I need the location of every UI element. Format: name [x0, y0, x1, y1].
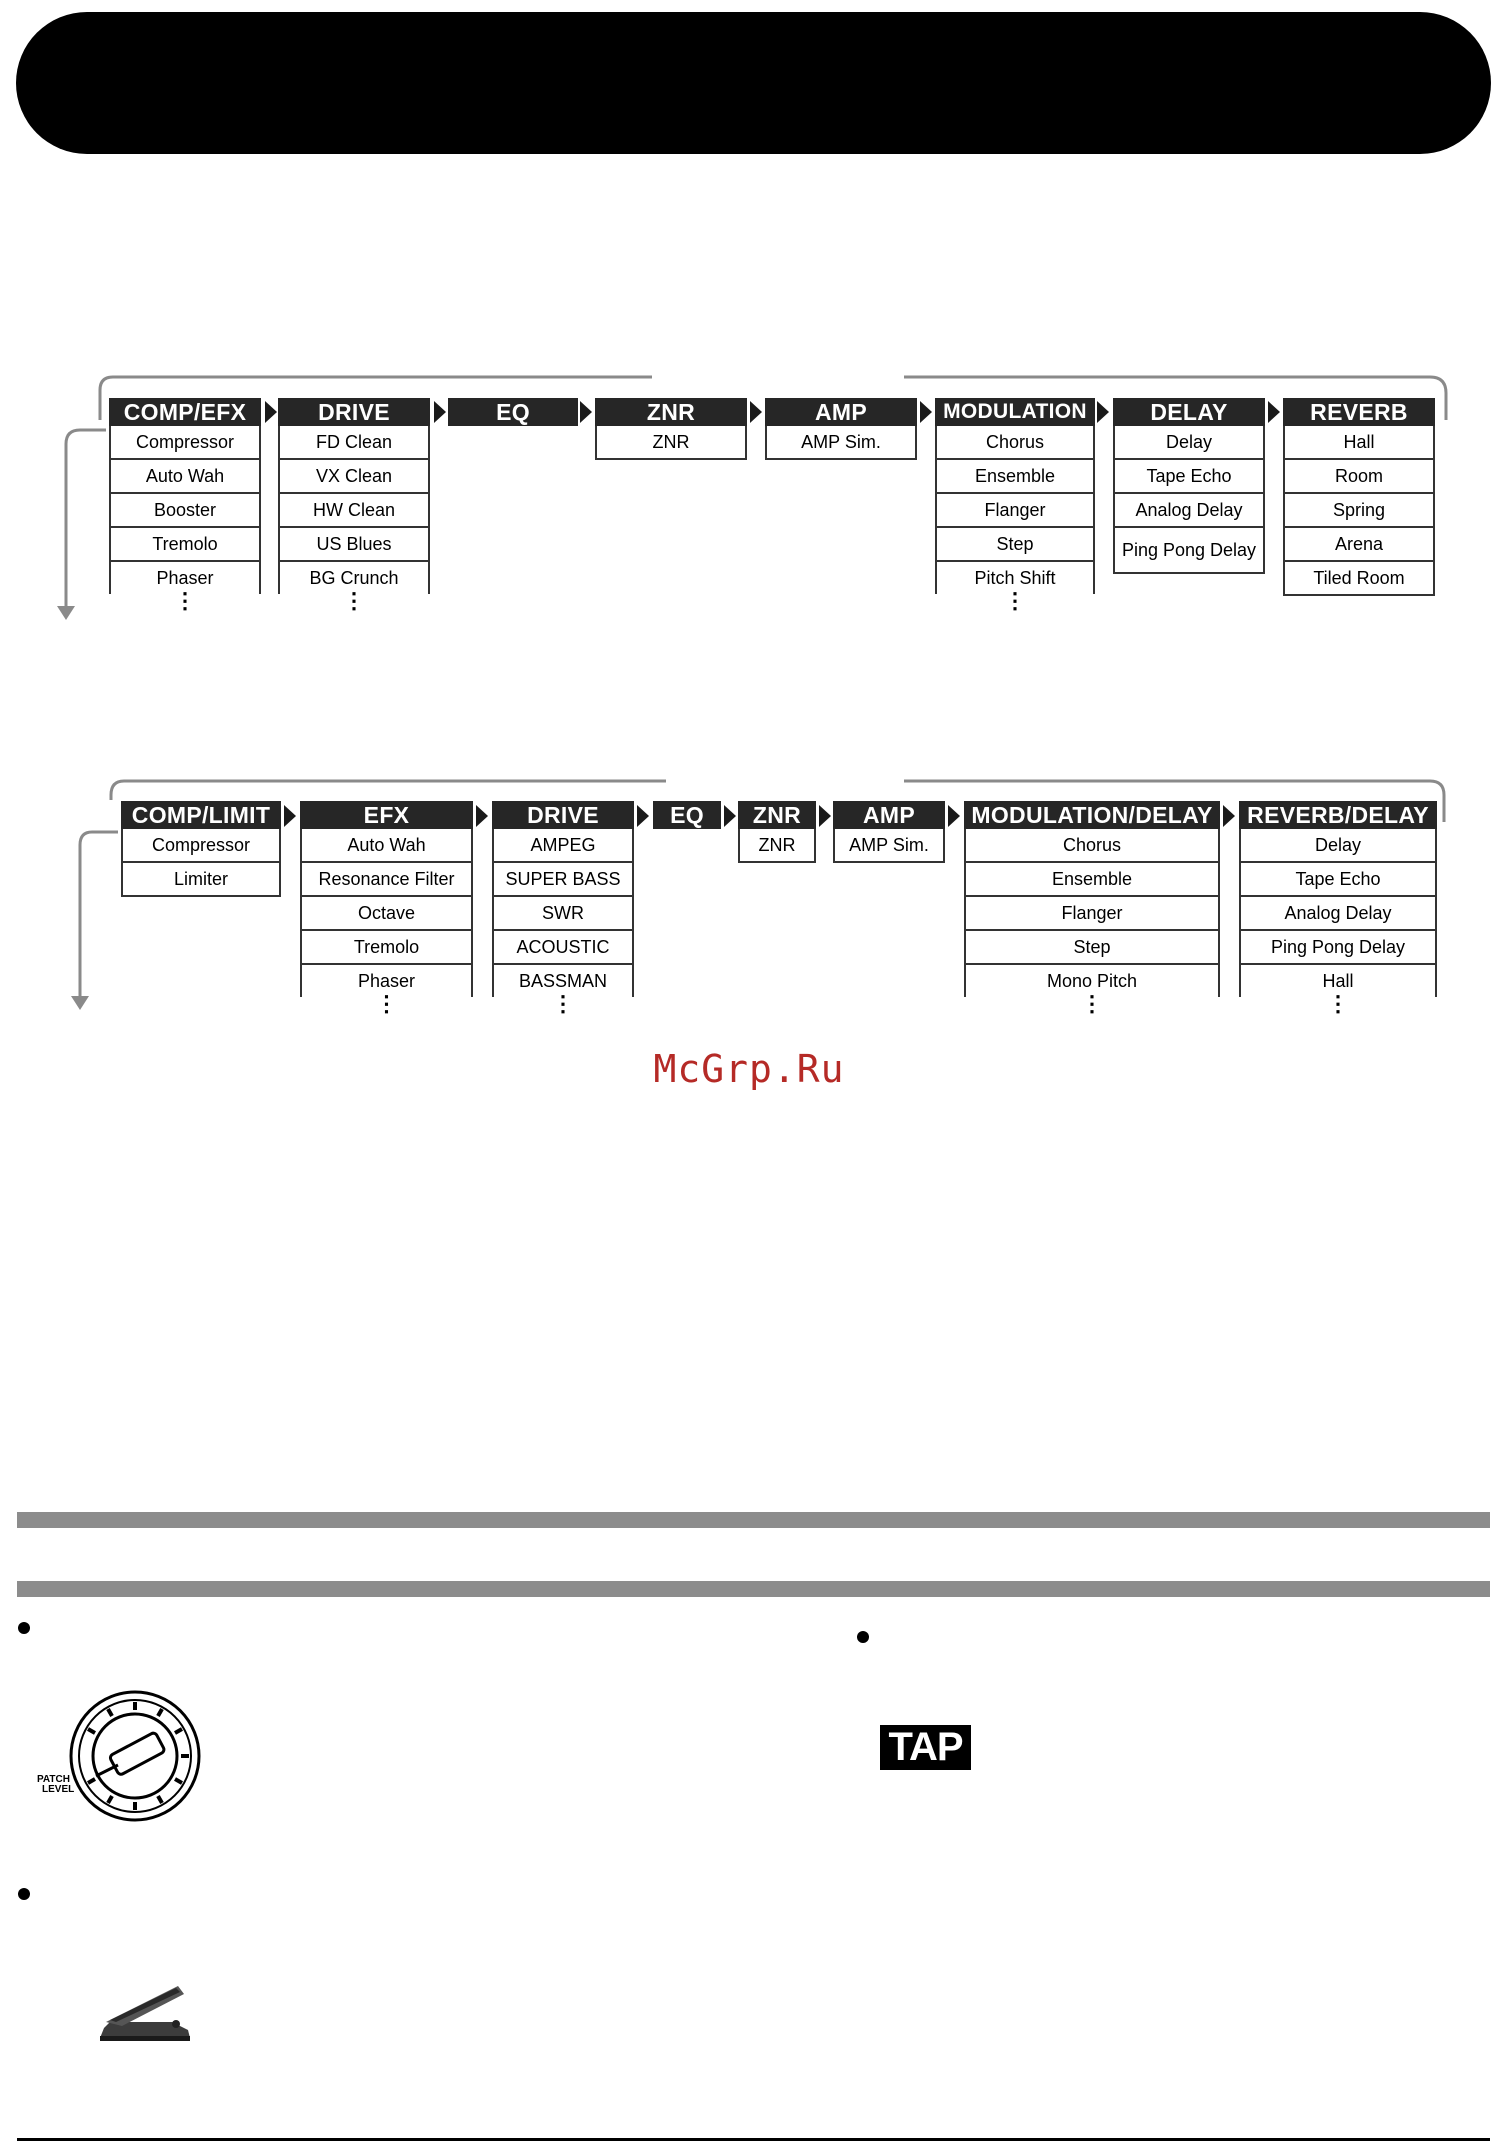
- module-header: DRIVE: [492, 801, 634, 829]
- arrow-icon: [920, 401, 932, 423]
- list-item: Tape Echo: [1239, 863, 1437, 897]
- more-indicator: ⋮: [1327, 991, 1349, 1016]
- list-item: Delay: [1113, 426, 1265, 460]
- list-item: Chorus: [964, 829, 1220, 863]
- list-item: ACOUSTIC: [492, 931, 634, 965]
- section-bar: [17, 1512, 1490, 1528]
- list-item: Hall: [1239, 965, 1437, 997]
- list-item: Room: [1283, 460, 1435, 494]
- module-reverb: [1283, 398, 1435, 596]
- module-header: AMP: [833, 801, 945, 829]
- bullet-icon: [857, 1631, 869, 1643]
- module-header: EQ: [448, 398, 578, 426]
- list-item: Flanger: [964, 897, 1220, 931]
- list-item: Tremolo: [300, 931, 473, 965]
- list-item: Tiled Room: [1283, 562, 1435, 596]
- list-item: Step: [964, 931, 1220, 965]
- list-item: Arena: [1283, 528, 1435, 562]
- module-header: COMP/LIMIT: [121, 801, 281, 829]
- module-comp-efx: [109, 398, 261, 613]
- bullet-icon: [18, 1888, 30, 1900]
- bullet-icon: [18, 1622, 30, 1634]
- arrow-icon: [724, 805, 736, 827]
- module-header: REVERB/DELAY: [1239, 801, 1437, 829]
- list-item: Auto Wah: [300, 829, 473, 863]
- more-indicator: ⋮: [552, 991, 574, 1016]
- svg-text:PATCH: PATCH: [37, 1774, 70, 1785]
- list-item: SWR: [492, 897, 634, 931]
- list-item: Octave: [300, 897, 473, 931]
- list-item: SUPER BASS: [492, 863, 634, 897]
- list-item: Mono Pitch: [964, 965, 1220, 997]
- module-drive-bass: [492, 801, 634, 1016]
- module-header: EQ: [653, 801, 721, 829]
- list-item: Ensemble: [964, 863, 1220, 897]
- arrow-icon: [1268, 401, 1280, 423]
- module-znr-bass: [738, 801, 816, 863]
- list-item: Tape Echo: [1113, 460, 1265, 494]
- list-item: Resonance Filter: [300, 863, 473, 897]
- arrow-icon: [1097, 401, 1109, 423]
- list-item: BASSMAN: [492, 965, 634, 997]
- section-bar: [17, 1581, 1490, 1597]
- list-item: US Blues: [278, 528, 430, 562]
- list-item: Flanger: [935, 494, 1095, 528]
- list-item: Auto Wah: [109, 460, 261, 494]
- module-header: DELAY: [1113, 398, 1265, 426]
- module-eq-bass: [653, 801, 721, 829]
- more-indicator: ⋮: [375, 991, 398, 1016]
- list-item: VX Clean: [278, 460, 430, 494]
- list-item: Spring: [1283, 494, 1435, 528]
- list-item: Chorus: [935, 426, 1095, 460]
- module-header: MODULATION/DELAY: [964, 801, 1220, 829]
- arrow-icon: [750, 401, 762, 423]
- list-item: Ping Pong Delay: [1239, 931, 1437, 965]
- svg-text:LEVEL: LEVEL: [42, 1784, 75, 1795]
- list-item: FD Clean: [278, 426, 430, 460]
- module-header: MODULATION: [935, 398, 1095, 426]
- list-item: ZNR: [738, 829, 816, 863]
- module-header: REVERB: [1283, 398, 1435, 426]
- list-item: Pitch Shift: [935, 562, 1095, 594]
- list-item: Hall: [1283, 426, 1435, 460]
- list-item: Step: [935, 528, 1095, 562]
- list-item: Ensemble: [935, 460, 1095, 494]
- bottom-rule: [17, 2138, 1490, 2141]
- tap-label: TAP: [880, 1725, 971, 1770]
- module-header: COMP/EFX: [109, 398, 261, 426]
- more-indicator: ⋮: [343, 588, 365, 613]
- list-item: Phaser: [300, 965, 473, 997]
- module-eq: [448, 398, 578, 426]
- patch-level-knob-icon: [34, 1688, 204, 1824]
- list-item: ZNR: [595, 426, 747, 460]
- module-comp-limit: [121, 801, 281, 897]
- module-header: DRIVE: [278, 398, 430, 426]
- list-item: Phaser: [109, 562, 261, 594]
- list-item: Tremolo: [109, 528, 261, 562]
- watermark: McGrp.Ru: [653, 1047, 845, 1091]
- more-indicator: ⋮: [1081, 991, 1103, 1016]
- list-item: Compressor: [109, 426, 261, 460]
- arrow-icon: [819, 805, 831, 827]
- more-indicator: ⋮: [174, 588, 196, 613]
- module-znr: [595, 398, 747, 460]
- list-item: Analog Delay: [1113, 494, 1265, 528]
- expression-pedal-icon: [96, 1978, 192, 2044]
- arrow-icon: [948, 805, 960, 827]
- arrow-icon: [476, 805, 488, 827]
- module-efx: [300, 801, 473, 1016]
- arrow-icon: [1223, 805, 1235, 827]
- module-header: ZNR: [738, 801, 816, 829]
- module-amp: [765, 398, 917, 460]
- list-item: Delay: [1239, 829, 1437, 863]
- module-modulation: [935, 398, 1095, 613]
- module-reverb-delay: [1239, 801, 1437, 1016]
- module-header: EFX: [300, 801, 473, 829]
- module-header: AMP: [765, 398, 917, 426]
- list-item: AMP Sim.: [833, 829, 945, 863]
- arrow-icon: [580, 401, 592, 423]
- list-item: BG Crunch: [278, 562, 430, 594]
- list-item: Ping Pong Delay: [1113, 528, 1265, 574]
- module-drive: [278, 398, 430, 613]
- arrow-icon: [637, 805, 649, 827]
- list-item: Limiter: [121, 863, 281, 897]
- list-item: Analog Delay: [1239, 897, 1437, 931]
- module-amp-bass: [833, 801, 945, 863]
- module-header: ZNR: [595, 398, 747, 426]
- list-item: HW Clean: [278, 494, 430, 528]
- arrow-icon: [265, 401, 277, 423]
- list-item: Compressor: [121, 829, 281, 863]
- list-item: AMP Sim.: [765, 426, 917, 460]
- module-delay: [1113, 398, 1265, 574]
- list-item: AMPEG: [492, 829, 634, 863]
- list-item: Booster: [109, 494, 261, 528]
- module-modulation-delay: [964, 801, 1220, 1016]
- arrow-icon: [434, 401, 446, 423]
- more-indicator: ⋮: [1004, 588, 1026, 613]
- arrow-icon: [284, 805, 296, 827]
